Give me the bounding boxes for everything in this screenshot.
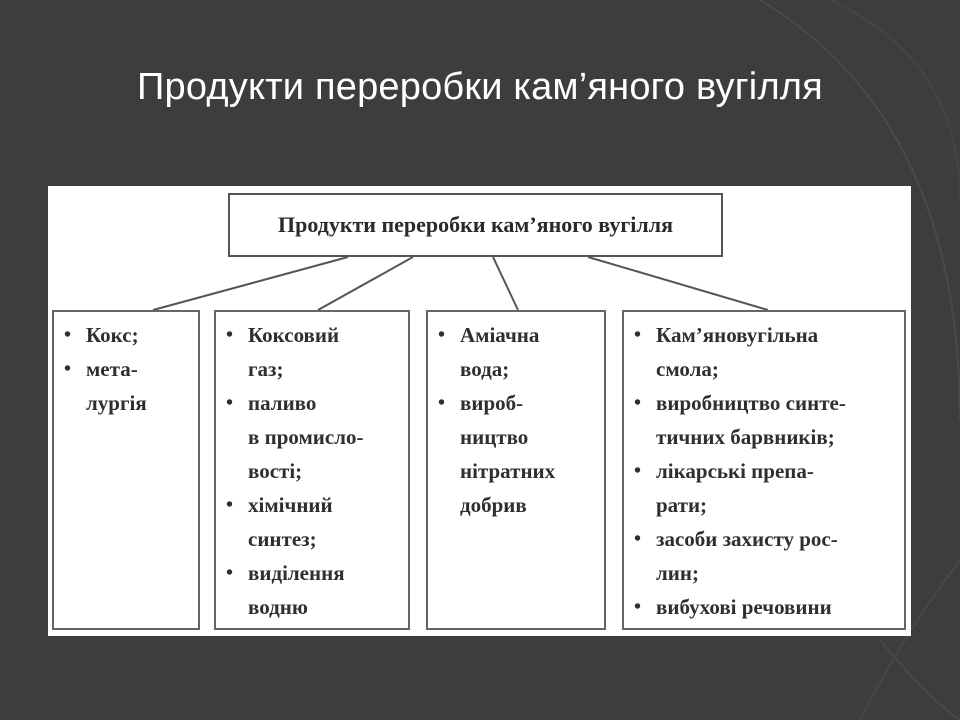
list-item <box>634 318 900 386</box>
list-item <box>226 318 404 386</box>
list-item <box>438 386 600 522</box>
bullet-icon: • <box>226 562 234 584</box>
child-list <box>634 318 900 624</box>
bullet-icon: • <box>438 324 446 346</box>
list-item <box>64 318 194 352</box>
bullet-icon: • <box>226 494 234 516</box>
child-node-coke <box>52 310 200 630</box>
bullet-icon: • <box>226 324 234 346</box>
bullet-icon: • <box>226 392 234 414</box>
list-item <box>634 386 900 454</box>
list-item-text: засоби захисту рос- лин; <box>656 527 838 585</box>
list-item-text: Кам’яновугільна смола; <box>656 323 819 381</box>
list-item-text: вибухові речовини <box>656 595 832 619</box>
root-node: Продукти переробки кам’яного вугілля <box>228 193 723 257</box>
list-item <box>226 386 404 488</box>
list-item-text: паливо в промисло- вості; <box>248 391 364 483</box>
list-item <box>226 488 404 556</box>
connector-3 <box>493 257 518 310</box>
child-node-coke-gas <box>214 310 410 630</box>
child-list <box>64 318 194 420</box>
list-item <box>64 352 194 420</box>
connector-1 <box>153 257 348 310</box>
list-item-text: Аміачна вода; <box>460 323 540 381</box>
bullet-icon: • <box>634 460 642 482</box>
list-item <box>634 522 900 590</box>
list-item-text: вироб- ництво нітратних добрив <box>460 391 556 517</box>
bullet-icon: • <box>634 392 642 414</box>
bullet-icon: • <box>64 358 72 380</box>
list-item <box>438 318 600 386</box>
bullet-icon: • <box>634 324 642 346</box>
connector-4 <box>588 257 768 310</box>
child-list <box>226 318 404 624</box>
list-item-text: Коксовий газ; <box>248 323 340 381</box>
list-item-text: виділення водню <box>248 561 345 619</box>
list-item-text: Кокс; <box>86 323 139 347</box>
bullet-icon: • <box>64 324 72 346</box>
list-item-text: лікарські препа- рати; <box>656 459 814 517</box>
list-item <box>634 590 900 624</box>
list-item-text: виробництво синте- тичних барвників; <box>656 391 846 449</box>
child-node-coal-tar <box>622 310 906 630</box>
list-item-text: хімічний синтез; <box>248 493 333 551</box>
list-item <box>226 556 404 624</box>
list-item <box>634 454 900 522</box>
diagram-panel <box>48 186 911 636</box>
child-node-ammonia-water <box>426 310 606 630</box>
connector-2 <box>318 257 413 310</box>
bullet-icon: • <box>634 596 642 618</box>
slide-title: Продукти переробки кам’яного вугілля <box>137 66 823 108</box>
list-item-text: мета- лургія <box>86 357 147 415</box>
bullet-icon: • <box>438 392 446 414</box>
bullet-icon: • <box>634 528 642 550</box>
child-list <box>438 318 600 522</box>
